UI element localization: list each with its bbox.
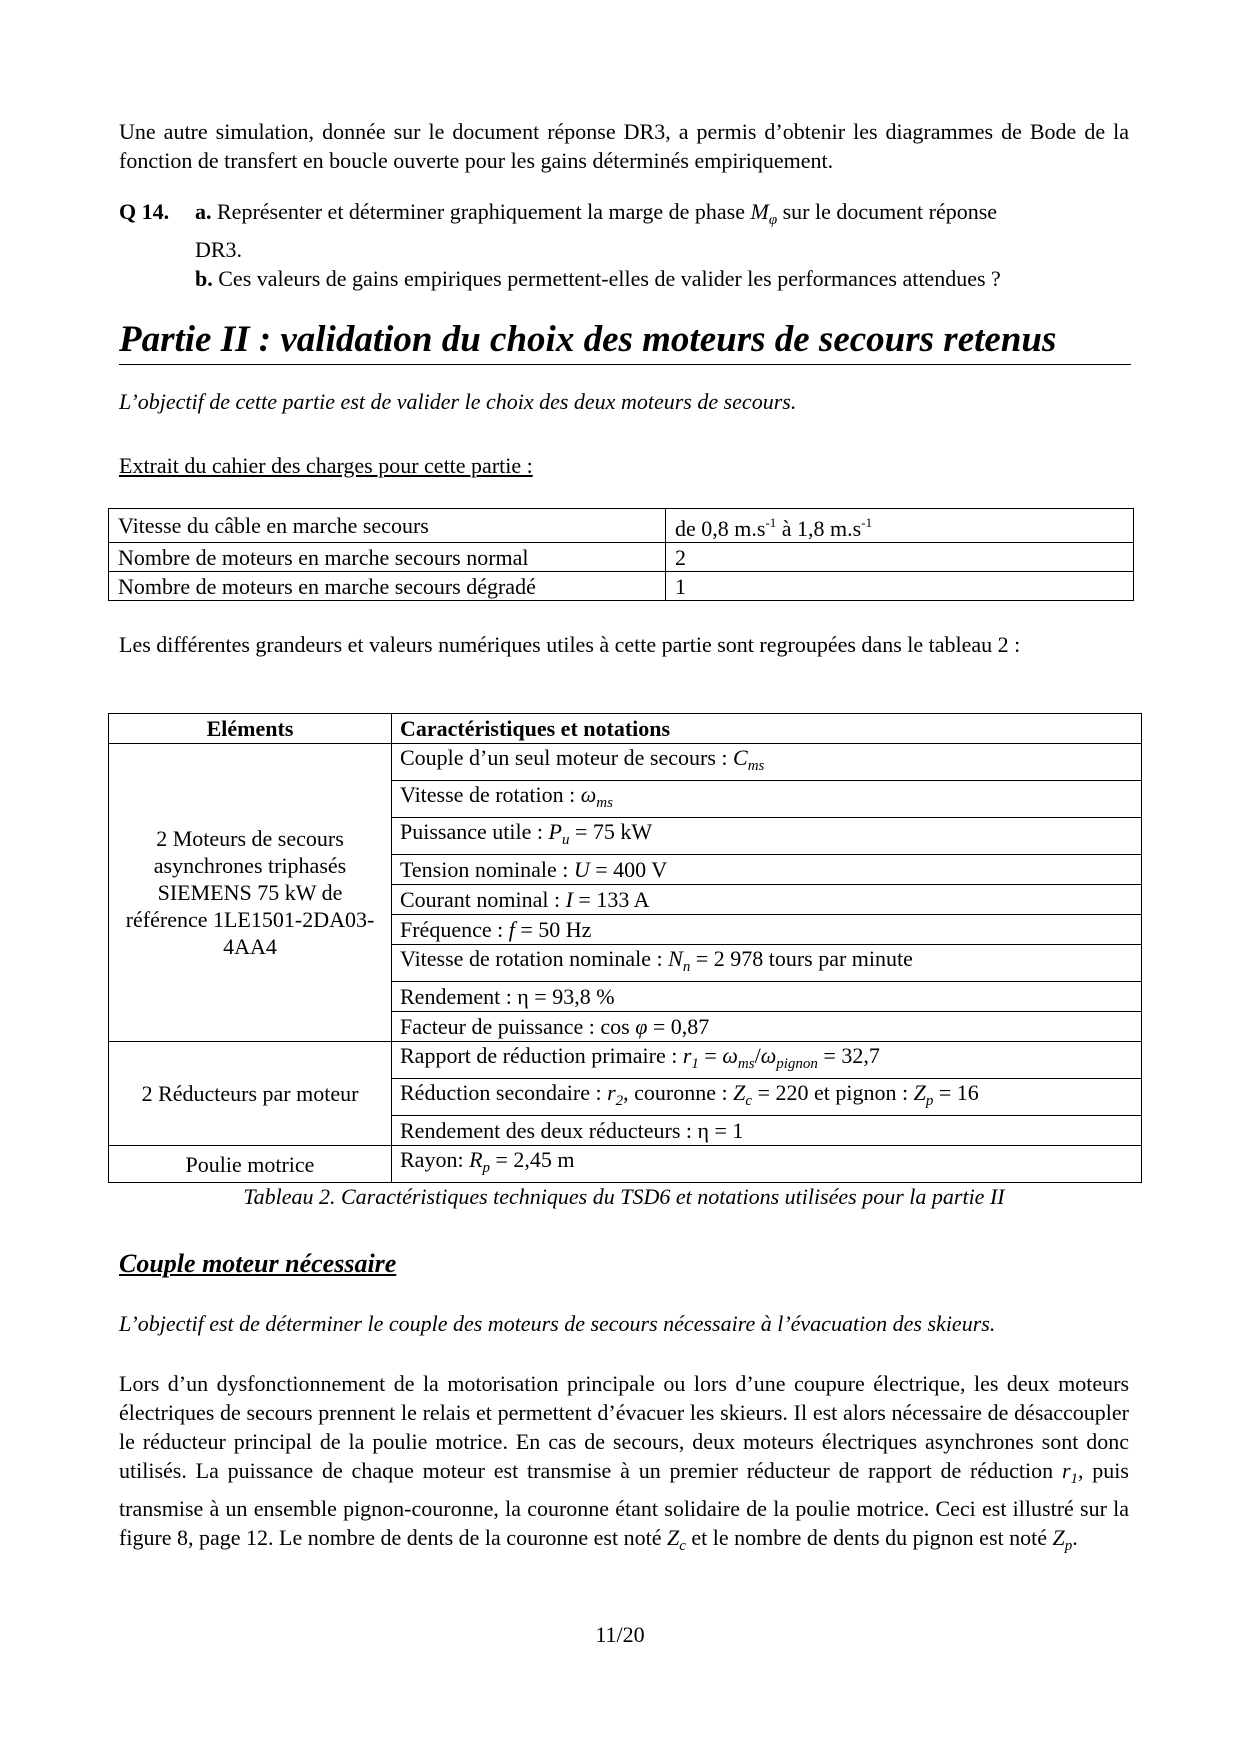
spec-cell-label: Nombre de moteurs en marche secours normal — [109, 543, 666, 572]
table-row — [109, 1042, 1142, 1079]
body-text: , puis transmise à un ensemble pignon-couronne, la couronne étant solidaire de la poulie motrice. Ceci est illustré sur la figure 8, page 12. Le nombre de dents de la couronne est noté — [119, 1458, 1129, 1550]
char-equals: = — [698, 1043, 723, 1068]
char-cell — [392, 1079, 1142, 1116]
char-symbol: C — [733, 745, 748, 770]
char-subscript: ms — [747, 758, 765, 774]
char-text: , couronne : — [623, 1080, 734, 1105]
char-symbol: Z — [913, 1080, 926, 1105]
char-subscript: ms — [737, 1056, 755, 1072]
group-pulley: Poulie motrice — [109, 1146, 392, 1183]
question-number: Q 14. — [119, 199, 170, 224]
char-symbol: Z — [733, 1080, 746, 1105]
char-value: = 400 V — [589, 857, 668, 882]
question-body — [195, 197, 1129, 293]
table-row — [109, 543, 1134, 572]
spec-cell-value — [666, 509, 1134, 543]
part-title: Partie II : validation du choix des moteurs de secours retenus — [119, 318, 1131, 365]
spec-cell-value: 1 — [666, 572, 1134, 601]
char-symbol: I — [565, 887, 573, 912]
char-text: Puissance utile : — [400, 819, 549, 844]
char-text: Courant nominal : — [400, 887, 566, 912]
char-subscript: ms — [596, 795, 613, 811]
char-text: Vitesse de rotation nominale : — [400, 946, 669, 971]
char-subscript: p — [482, 1160, 491, 1176]
body-text: Lors d’un dysfonctionnement de la motorisation principale ou lors d’une coupure électrique, les deux moteurs électriques de secours prennent le relais et permettent d’évacuer les skieurs. Il est alors nécessaire de désaccoupler le réducteur principal de la poulie motrice. En cas de secours, deux moteurs électriques asynchrones sont donc utilisés. La puissance de chaque moteur est transmise à un premier réducteur de rapport de réduction — [119, 1371, 1129, 1483]
char-slash: / — [754, 1043, 761, 1068]
char-symbol: ω — [580, 782, 597, 807]
question-b-label: b. — [195, 266, 213, 291]
question-part-a-cont: DR3. — [195, 237, 243, 262]
section-objective: L’objectif est de déterminer le couple des moteurs de secours nécessaire à l’évacuation des skieurs. — [119, 1311, 996, 1336]
char-value: = 16 — [933, 1080, 979, 1105]
question-a-text-1: Représenter et déterminer graphiquement la marge de phase — [217, 199, 745, 224]
question-14 — [119, 197, 1129, 293]
char-symbol: f — [508, 917, 515, 942]
char-cell: Rendement des deux réducteurs : η = 1 — [392, 1116, 1142, 1146]
char-text: = 220 et pignon : — [752, 1080, 914, 1105]
math-symbol: Z — [666, 1525, 680, 1550]
char-text: Réduction secondaire : — [400, 1080, 608, 1105]
char-cell — [392, 1042, 1142, 1079]
char-text: Facteur de puissance : cos — [400, 1014, 636, 1039]
body-paragraph — [119, 1369, 1129, 1561]
question-b-text: Ces valeurs de gains empiriques permettent-elles de valider les performances attendues ? — [218, 266, 1001, 291]
char-cell — [392, 885, 1142, 915]
speed-max-unit-exp: -1 — [861, 515, 873, 530]
table-caption: Tableau 2. Caractéristiques techniques du TSD6 et notations utilisées pour la partie II — [243, 1184, 1005, 1209]
char-cell — [392, 818, 1142, 855]
char-subscript: p — [925, 1093, 934, 1109]
phase-margin-symbol: M — [750, 199, 769, 224]
question-a-text-2: sur le document réponse — [782, 199, 998, 224]
question-part-a — [195, 197, 1129, 235]
char-symbol: φ — [635, 1014, 648, 1039]
math-symbol: r — [1061, 1458, 1071, 1483]
speed-min: de 0,8 m.s — [675, 516, 766, 541]
char-text: Couple d’un seul moteur de secours : — [400, 745, 733, 770]
intro-paragraph: Une autre simulation, donnée sur le document réponse DR3, a permis d’obtenir les diagrammes de Bode de la fonction de transfert en boucle ouverte pour les gains déterminés empiriquement. — [119, 119, 1129, 173]
char-cell — [392, 1012, 1142, 1042]
table-row — [109, 572, 1134, 601]
char-symbol: r — [607, 1080, 616, 1105]
body-text: et le nombre de dents du pignon est noté — [685, 1525, 1053, 1550]
char-text: Tension nominale : — [400, 857, 574, 882]
math-subscript: c — [679, 1538, 686, 1554]
char-text: Rapport de réduction primaire : — [400, 1043, 683, 1068]
char-value: = 133 A — [572, 887, 650, 912]
char-subscript: n — [682, 959, 691, 975]
char-value: = 2 978 tours par minute — [690, 946, 913, 971]
math-symbol: Z — [1052, 1525, 1065, 1550]
char-value: = 75 kW — [569, 819, 653, 844]
char-symbol: P — [548, 819, 562, 844]
spec-cell-label: Vitesse du câble en marche secours — [109, 509, 666, 543]
char-subscript: u — [561, 832, 570, 848]
char-subscript: 1 — [691, 1056, 699, 1072]
body-text: . — [1072, 1525, 1078, 1550]
extract-title: Extrait du cahier des charges pour cette partie : — [119, 453, 533, 478]
phase-margin-subscript: φ — [768, 212, 778, 228]
group-motors: 2 Moteurs de secours asynchrones triphasés SIEMENS 75 kW de référence 1LE1501-2DA03-4AA4 — [109, 744, 392, 1042]
char-cell — [392, 945, 1142, 982]
char-subscript: pignon — [776, 1056, 818, 1072]
char-symbol: ω — [760, 1043, 777, 1068]
char-symbol: ω — [722, 1043, 738, 1068]
spec-cell-label: Nombre de moteurs en marche secours dégradé — [109, 572, 666, 601]
speed-min-unit-exp: -1 — [765, 515, 777, 530]
speed-max: à 1,8 m.s — [776, 516, 862, 541]
char-value: = 32,7 — [817, 1043, 880, 1068]
group-reducers: 2 Réducteurs par moteur — [109, 1042, 392, 1146]
header-characteristics: Caractéristiques et notations — [392, 714, 1142, 744]
char-cell — [392, 915, 1142, 945]
char-cell: Rendement : η = 93,8 % — [392, 982, 1142, 1012]
char-text: Vitesse de rotation : — [400, 782, 581, 807]
char-cell — [392, 744, 1142, 781]
part-objective: L’objectif de cette partie est de valider le choix des deux moteurs de secours. — [119, 389, 797, 414]
char-cell — [392, 1146, 1142, 1183]
table-header-row — [109, 714, 1142, 744]
table-row — [109, 509, 1134, 543]
spec-table — [108, 508, 1134, 601]
char-text: Fréquence : — [400, 917, 509, 942]
char-value: = 0,87 — [647, 1014, 710, 1039]
char-symbol: R — [469, 1147, 483, 1172]
char-symbol: U — [573, 857, 590, 882]
intro-table2-paragraph: Les différentes grandeurs et valeurs numériques utiles à cette partie sont regroupées dans le tableau 2 : — [119, 632, 1021, 657]
spec-cell-value: 2 — [666, 543, 1134, 572]
math-subscript: p — [1064, 1538, 1073, 1554]
question-a-label: a. — [195, 199, 212, 224]
char-value: = 2,45 m — [490, 1147, 575, 1172]
page-number: 11/20 — [595, 1622, 645, 1647]
table-row — [109, 744, 1142, 781]
char-cell — [392, 781, 1142, 818]
section-title: Couple moteur nécessaire — [119, 1249, 397, 1278]
char-symbol: r — [682, 1043, 692, 1068]
table-row — [109, 1146, 1142, 1183]
char-symbol: N — [668, 946, 683, 971]
math-subscript: 1 — [1070, 1471, 1078, 1487]
question-part-b — [195, 264, 1129, 293]
char-cell — [392, 855, 1142, 885]
char-text: Rayon: — [400, 1147, 470, 1172]
char-subscript: c — [745, 1093, 753, 1109]
header-elements: Eléments — [109, 714, 392, 744]
char-value: = 50 Hz — [514, 917, 592, 942]
char-subscript: 2 — [615, 1093, 624, 1109]
characteristics-table — [108, 713, 1142, 1183]
